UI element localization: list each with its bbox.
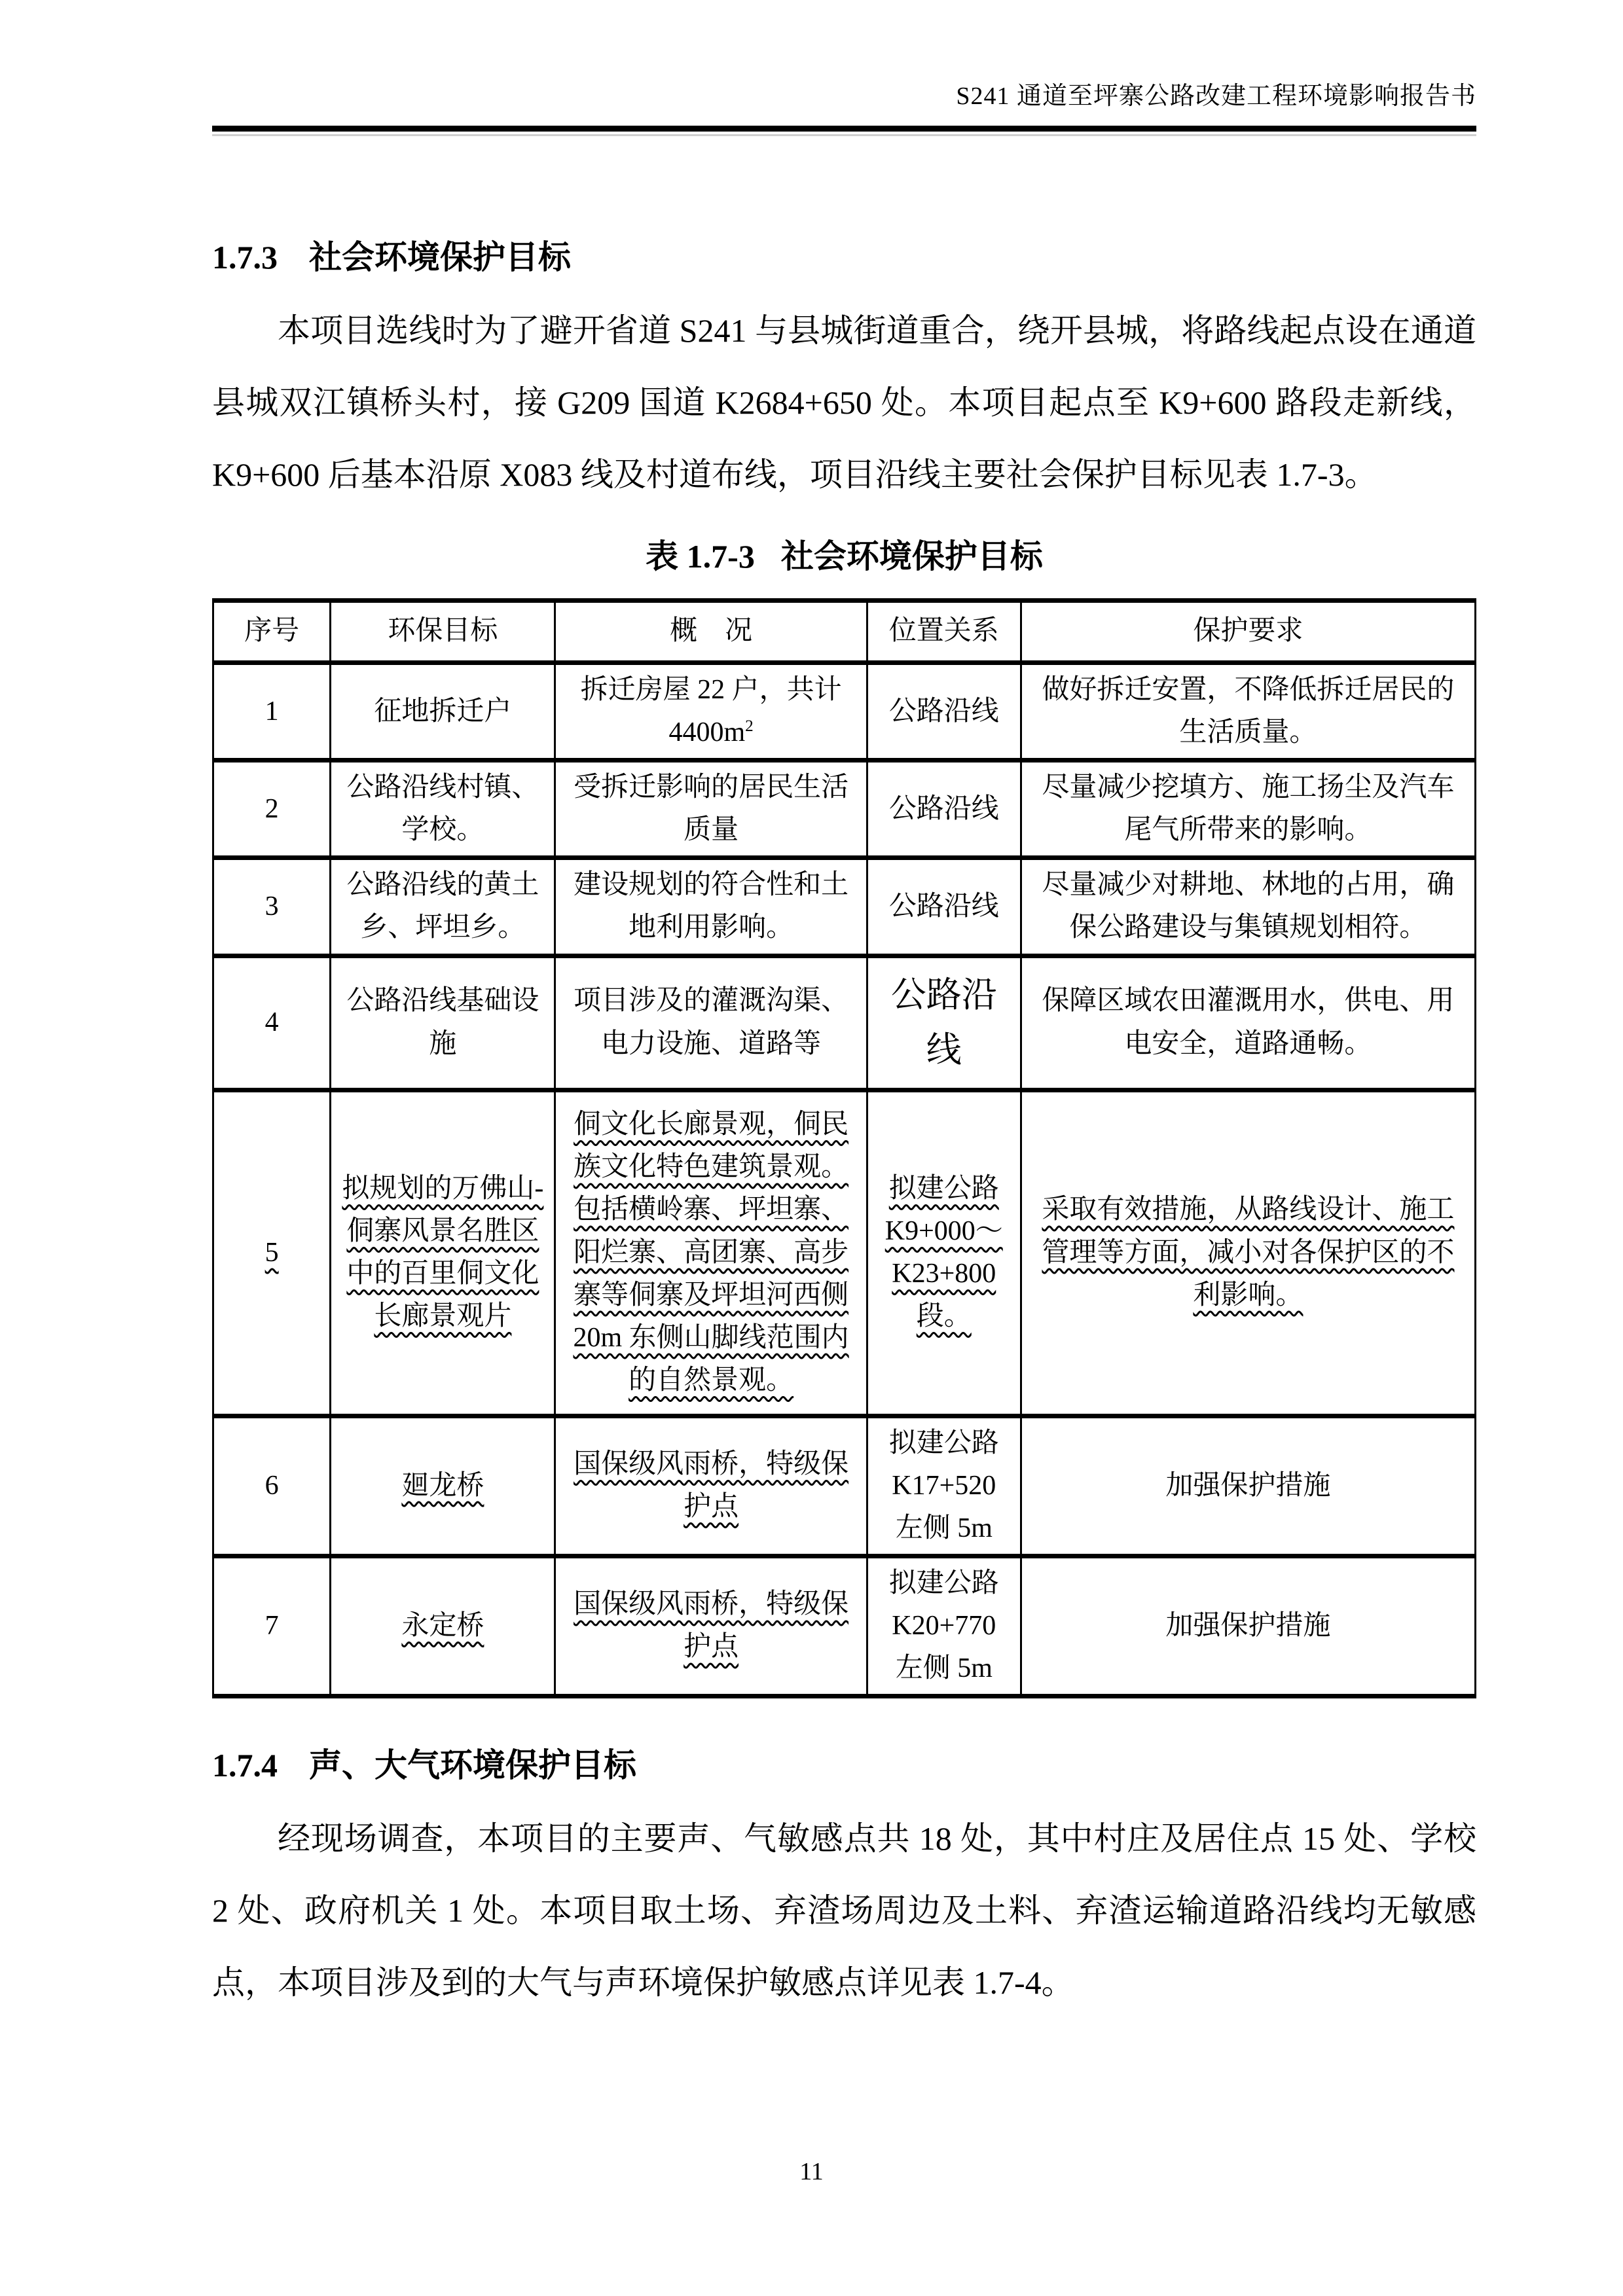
section-heading-1-7-3	[212, 231, 1476, 278]
cell-location: 公路沿线	[867, 761, 1021, 858]
paragraph-1-7-3: 本项目选线时为了避开省道 S241 与县城街道重合，绕开县城，将路线起点设在通道县城双江镇桥头村，接 G209 国道 K2684+650 处。本项目起点至 K9+600 路段走新线，K9+600 后基本沿原 X083 线及村道布线，项目沿线主要社会保护目标见表 1.7-3。	[212, 312, 1476, 493]
wavy-text: 国保级风雨桥，特级保护点	[574, 1449, 849, 1522]
cell-requirement: 保障区域农田灌溉用水，供电、用电安全，道路通畅。	[1021, 956, 1475, 1090]
cell-requirement: 加强保护措施	[1021, 1416, 1475, 1556]
table-row	[213, 1416, 1476, 1556]
table-caption-label: 表 1.7-3	[646, 538, 755, 575]
cell-no: 7	[213, 1556, 331, 1696]
cell-no: 6	[213, 1416, 331, 1556]
overview-line: 拆迁房屋 22 户，共计	[580, 675, 842, 705]
section-title: 声、大气环境保护目标	[309, 1747, 636, 1784]
cell-location: 公路沿线	[867, 663, 1021, 761]
wavy-text: 采取有效措施，从路线设计、施工管理等方面，减小对各保护区的不利影响。	[1042, 1194, 1455, 1310]
cell-requirement: 做好拆迁安置，不降低拆迁居民的生活质量。	[1021, 663, 1475, 761]
section-title: 社会环境保护目标	[309, 239, 571, 276]
header-no: 序号	[213, 601, 331, 663]
cell-overview	[555, 1556, 867, 1696]
cell-overview	[555, 1090, 867, 1416]
superscript-2: 2	[745, 717, 754, 736]
section-heading-1-7-4	[212, 1739, 1476, 1786]
cell-target	[331, 1416, 555, 1556]
cell-requirement	[1021, 1090, 1475, 1416]
cell-overview	[555, 663, 867, 761]
table-row	[213, 956, 1476, 1090]
cell-target: 公路沿线的黄土乡、坪坦乡。	[331, 858, 555, 956]
wavy-text: 5	[264, 1237, 279, 1268]
cell-requirement: 尽量减少对耕地、林地的占用，确保公路建设与集镇规划相符。	[1021, 858, 1475, 956]
table-caption-text: 社会环境保护目标	[780, 538, 1043, 575]
cell-location: 公路沿线	[867, 858, 1021, 956]
table-row	[213, 761, 1476, 858]
wavy-text: 国保级风雨桥，特级保护点	[574, 1589, 849, 1662]
wavy-text: 拟规划的万佛山-侗寨风景名胜区中的百里侗文化长廊景观片	[342, 1173, 544, 1332]
cell-location: 拟建公路 K17+520 左侧 5m	[867, 1416, 1021, 1556]
wavy-text: 侗文化长廊景观，侗民族文化特色建筑景观。包括横岭寨、坪坦寨、阳烂寨、高团寨、高步寨等侗寨及坪坦河西侧 20m 东侧山脚线范围内的自然景观。	[573, 1109, 849, 1395]
wavy-text: 永定桥	[401, 1610, 484, 1641]
cell-overview: 受拆迁影响的居民生活质量	[555, 761, 867, 858]
cell-location: 拟建公路 K20+770 左侧 5m	[867, 1556, 1021, 1696]
cell-target	[331, 1090, 555, 1416]
cell-overview: 项目涉及的灌溉沟渠、电力设施、道路等	[555, 956, 867, 1090]
table-row	[213, 858, 1476, 956]
protection-targets-table	[212, 598, 1476, 1698]
cell-target: 公路沿线村镇、学校。	[331, 761, 555, 858]
cell-target	[331, 1556, 555, 1696]
cell-requirement: 尽量减少挖填方、施工扬尘及汽车尾气所带来的影响。	[1021, 761, 1475, 858]
cell-no: 2	[213, 761, 331, 858]
table-header-row	[213, 601, 1476, 663]
section-number: 1.7.4	[212, 1747, 278, 1784]
running-header: S241 通道至坪寨公路改建工程环境影响报告书	[956, 82, 1476, 110]
section-number: 1.7.3	[212, 239, 278, 276]
header-overview: 概 况	[555, 601, 867, 663]
cell-location: 公路沿线	[867, 956, 1021, 1090]
cell-location	[867, 1090, 1021, 1416]
cell-requirement: 加强保护措施	[1021, 1556, 1475, 1696]
page-number: 11	[799, 2158, 824, 2185]
table-caption	[212, 530, 1476, 577]
header-location: 位置关系	[867, 601, 1021, 663]
header-rule-shadow	[212, 134, 1476, 136]
cell-target: 公路沿线基础设施	[331, 956, 555, 1090]
cell-no: 4	[213, 956, 331, 1090]
cell-overview	[555, 1416, 867, 1556]
cell-overview: 建设规划的符合性和土地利用影响。	[555, 858, 867, 956]
cell-target: 征地拆迁户	[331, 663, 555, 761]
cell-no: 3	[213, 858, 331, 956]
wavy-text: 廻龙桥	[401, 1470, 484, 1501]
table-row	[213, 663, 1476, 761]
header-rule	[212, 126, 1476, 132]
paragraph-1-7-4: 经现场调查，本项目的主要声、气敏感点共 18 处，其中村庄及居住点 15 处、学校 2 处、政府机关 1 处。本项目取土场、弃渣场周边及土料、弃渣运输道路沿线均无敏感点，本项目涉及到的大气与声环境保护敏感点详见表 1.7-4。	[212, 1820, 1476, 2001]
table-row	[213, 1556, 1476, 1696]
cell-no	[213, 1090, 331, 1416]
cell-no: 1	[213, 663, 331, 761]
header-requirement: 保护要求	[1021, 601, 1475, 663]
overview-line: 4400m	[668, 717, 746, 748]
wavy-text: 拟建公路K9+000～K23+800 段。	[884, 1173, 1003, 1332]
header-target: 环保目标	[331, 601, 555, 663]
table-row	[213, 1090, 1476, 1416]
